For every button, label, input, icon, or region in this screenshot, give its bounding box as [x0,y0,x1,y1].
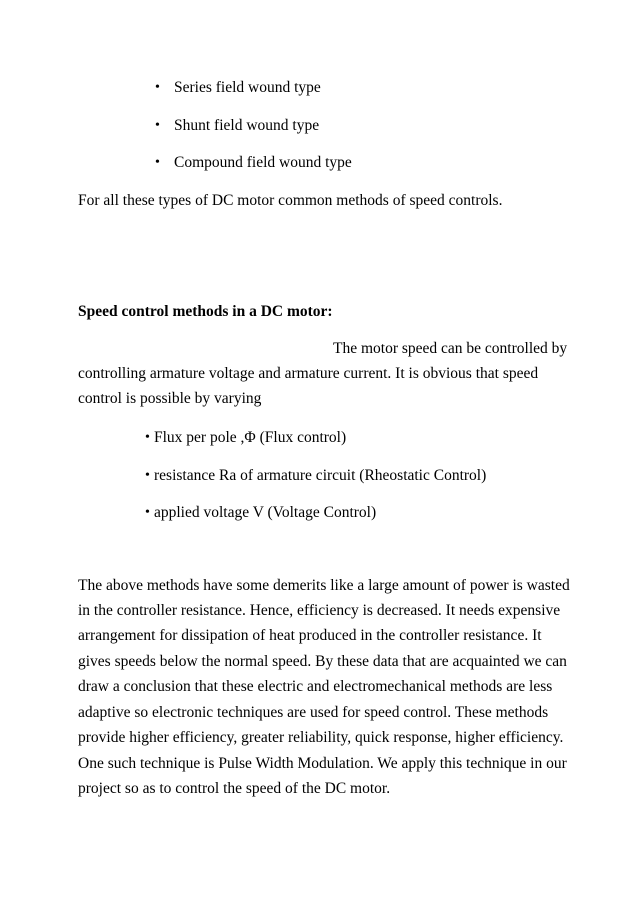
bullet-icon: • [145,430,150,445]
paragraph-line: in the controller resistance. Hence, efficiency is decreased. It needs expensive [78,602,561,619]
paragraph-line: One such technique is Pulse Width Modulation. We apply this technique in our [78,755,567,772]
section-heading: Speed control methods in a DC motor: [78,303,333,320]
list-item: Compound field wound type [174,154,352,171]
paragraph-line: provide higher efficiency, greater reliability, quick response, higher efficiency. [78,729,564,746]
paragraph-line: control is possible by varying [78,390,262,407]
paragraph-line: gives speeds below the normal speed. By these data that are acquainted we can [78,653,567,670]
list-item: Flux per pole ,Φ (Flux control) [154,429,347,446]
paragraph-line: adaptive so electronic techniques are used for speed control. These methods [78,704,549,721]
bullet-icon: • [155,155,160,170]
bullet-icon: • [145,505,150,520]
list-item: applied voltage V (Voltage Control) [154,504,377,521]
paragraph-line: The motor speed can be controlled by [333,340,568,357]
paragraph-line: arrangement for dissipation of heat produced in the controller resistance. It [78,627,542,644]
paragraph-line: project so as to control the speed of the DC motor. [78,780,391,797]
intro-paragraph: For all these types of DC motor common methods of speed controls. [78,192,503,209]
bullet-icon: • [155,80,160,95]
paragraph-line: controlling armature voltage and armature current. It is obvious that speed [78,365,539,382]
paragraph-line: draw a conclusion that these electric and electromechanical methods are less [78,678,553,695]
paragraph-line: The above methods have some demerits like a large amount of power is wasted [78,577,570,594]
list-item: Shunt field wound type [174,117,320,134]
bullet-icon: • [145,468,150,483]
list-item: Series field wound type [174,79,321,96]
bullet-icon: • [155,118,160,133]
list-item: resistance Ra of armature circuit (Rheostatic Control) [154,467,487,484]
